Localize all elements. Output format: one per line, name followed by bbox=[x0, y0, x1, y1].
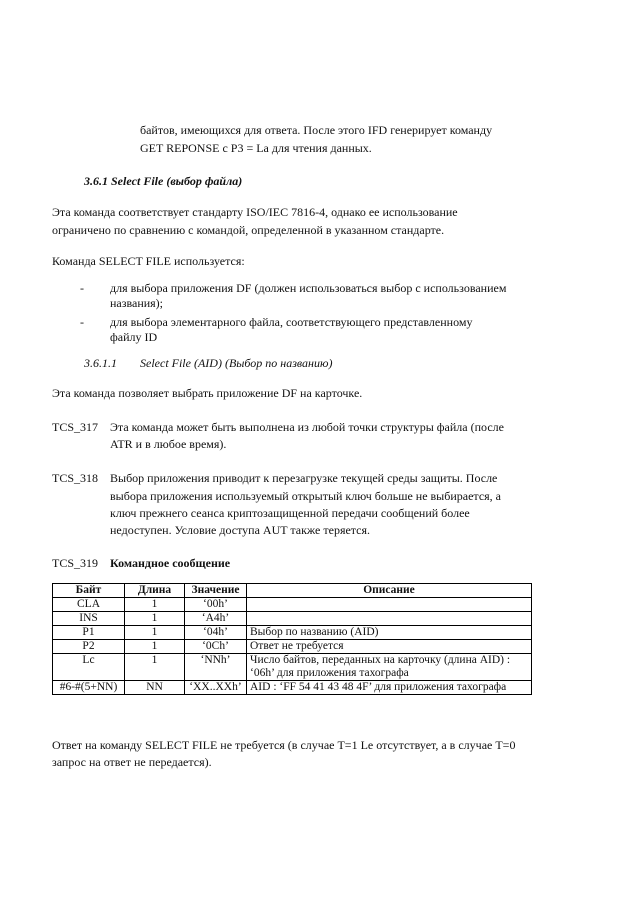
cell-length: 1 bbox=[125, 640, 185, 654]
subsection-number: 3.6.1.1 bbox=[84, 356, 117, 370]
table-row bbox=[53, 640, 532, 654]
requirement-318-line-4: недоступен. Условие доступа AUT также теряется. bbox=[110, 523, 371, 537]
cell-byte: P2 bbox=[53, 640, 125, 654]
cell-value: ‘0Ch’ bbox=[185, 640, 247, 654]
table-label-id: TCS_319 bbox=[52, 556, 99, 570]
closing-line-1: Ответ на команду SELECT FILE не требуется (в случае T=1 Le отсутствует, а в случае T=0 bbox=[52, 738, 516, 752]
bullet-1-line-1: для выбора приложения DF (должен использоваться выбор с использованием bbox=[110, 281, 507, 295]
table-row bbox=[53, 598, 532, 612]
header-value: Значение bbox=[185, 584, 247, 598]
intro-line-1: байтов, имеющихся для ответа. После этого IFD генерирует команду bbox=[140, 123, 493, 137]
table-row bbox=[53, 654, 532, 681]
cell-byte: P1 bbox=[53, 626, 125, 640]
requirement-318-line-3: ключ прежнего сеанса криптозащищенной передачи сообщений более bbox=[110, 506, 470, 520]
cell-value: ‘04h’ bbox=[185, 626, 247, 640]
para1-line-1: Эта команда соответствует стандарту ISO/IEC 7816-4, однако ее использование bbox=[52, 205, 458, 219]
cell-value: ‘A4h’ bbox=[185, 612, 247, 626]
cell-length: 1 bbox=[125, 626, 185, 640]
para2: Команда SELECT FILE используется: bbox=[52, 254, 245, 268]
cell-byte: #6-#(5+NN) bbox=[53, 681, 125, 695]
cell-description bbox=[247, 612, 532, 626]
bullet-2-line-1: для выбора элементарного файла, соответствующего представленному bbox=[110, 315, 473, 329]
cell-description: Число байтов, переданных на карточку (длина AID) : ‘06h’ для приложения тахографа bbox=[247, 654, 532, 681]
cell-description: Выбор по названию (AID) bbox=[247, 626, 532, 640]
section-heading: 3.6.1 Select File (выбор файла) bbox=[84, 174, 243, 188]
cell-value: ‘00h’ bbox=[185, 598, 247, 612]
intro-line-2: GET REPONSE с P3 = La для чтения данных. bbox=[140, 141, 372, 155]
para3: Эта команда позволяет выбрать приложение DF на карточке. bbox=[52, 386, 363, 400]
requirement-318-line-2: выбора приложения используемый открытый ключ больше не выбирается, а bbox=[110, 489, 501, 503]
closing-line-2: запрос на ответ не передается). bbox=[52, 755, 212, 769]
table-row bbox=[53, 626, 532, 640]
command-table bbox=[52, 583, 532, 695]
header-description: Описание bbox=[247, 584, 532, 598]
bullet-1-line-2: названия); bbox=[110, 296, 164, 310]
requirement-id: TCS_318 bbox=[52, 471, 99, 485]
cell-value: ‘NNh’ bbox=[185, 654, 247, 681]
header-length: Длина bbox=[125, 584, 185, 598]
requirement-id: TCS_317 bbox=[52, 420, 99, 434]
cell-value: ‘XX..XXh’ bbox=[185, 681, 247, 695]
bullet-marker: - bbox=[80, 281, 84, 295]
table-label-title: Командное сообщение bbox=[110, 556, 231, 570]
cell-byte: Lc bbox=[53, 654, 125, 681]
bullet-2-line-2: файлу ID bbox=[110, 330, 158, 344]
requirement-317-line-1: Эта команда может быть выполнена из любой точки структуры файла (после bbox=[110, 420, 504, 434]
bullet-marker: - bbox=[80, 315, 84, 329]
cell-length: 1 bbox=[125, 612, 185, 626]
cell-length: 1 bbox=[125, 654, 185, 681]
table-row bbox=[53, 681, 532, 695]
para1-line-2: ограничено по сравнению с командой, определенной в указанном стандарте. bbox=[52, 223, 445, 237]
cell-length: 1 bbox=[125, 598, 185, 612]
table-row bbox=[53, 612, 532, 626]
cell-byte: INS bbox=[53, 612, 125, 626]
table-header-row bbox=[53, 584, 532, 598]
requirement-317-line-2: ATR и в любое время). bbox=[110, 437, 227, 451]
cell-description: AID : ‘FF 54 41 43 48 4F’ для приложения тахографа bbox=[247, 681, 532, 695]
cell-description bbox=[247, 598, 532, 612]
requirement-318-line-1: Выбор приложения приводит к перезагрузке текущей среды защиты. После bbox=[110, 471, 498, 485]
subsection-title: Select File (AID) (Выбор по названию) bbox=[140, 356, 333, 370]
cell-length: NN bbox=[125, 681, 185, 695]
header-byte: Байт bbox=[53, 584, 125, 598]
cell-description: Ответ не требуется bbox=[247, 640, 532, 654]
cell-byte: CLA bbox=[53, 598, 125, 612]
